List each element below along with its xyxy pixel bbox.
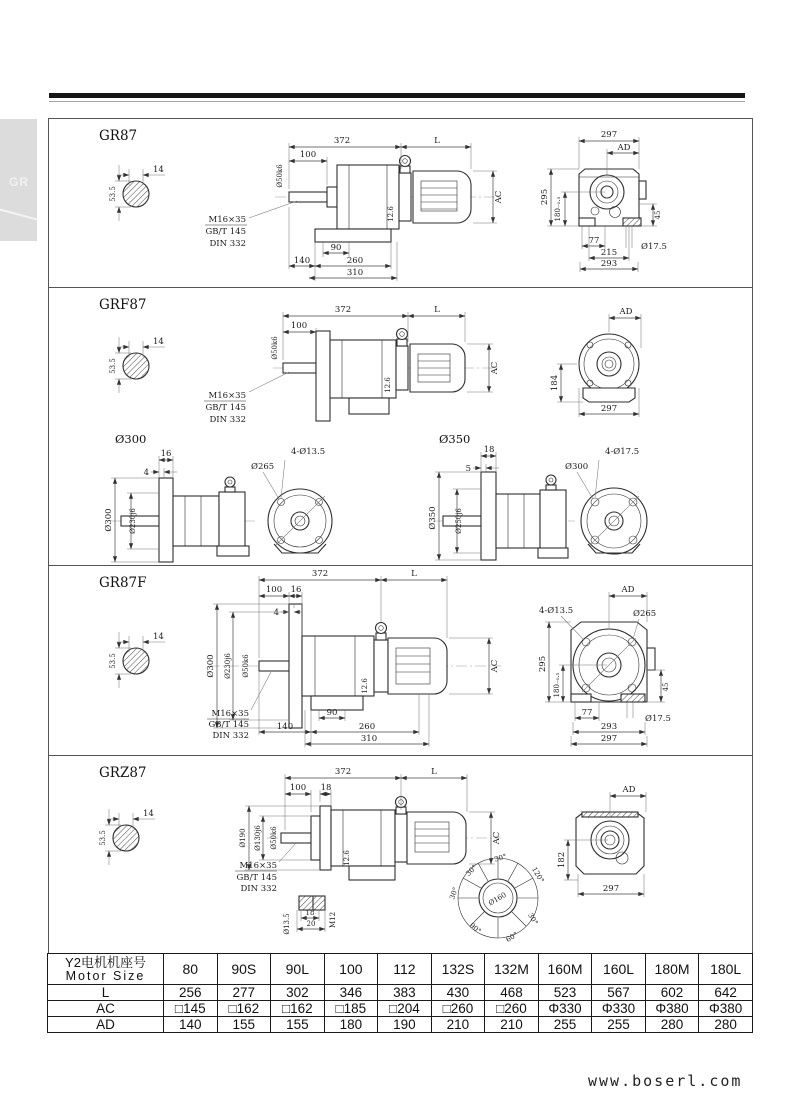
col-header: 80: [164, 954, 218, 985]
gr87-dim-hole: Ø17.5: [641, 242, 667, 252]
grz87-side-view: [235, 767, 502, 894]
gr87f-dim-shaft-width: 14: [153, 632, 164, 642]
table-cell: 346: [324, 985, 378, 1001]
gr87f-dim-45: 45: [662, 682, 670, 692]
gr87-dim-372: 372: [333, 136, 351, 146]
gr87-dim-297: 297: [600, 130, 618, 140]
table-cell: 256: [164, 985, 218, 1001]
grz87-thread-label: M16×35: [239, 861, 277, 871]
grf87-thread-label: M16×35: [208, 391, 246, 401]
grf87-dim-184: 184: [550, 374, 560, 392]
grz87-angle-30-right: 30°: [526, 911, 540, 927]
gr87-std1-label: GB/T 145: [205, 227, 246, 237]
fl300-dim-4: 4: [143, 468, 149, 478]
grf87-side-view: [204, 305, 501, 425]
fl350-dim-out: Ø350: [428, 506, 438, 530]
gr-tab-label: GR: [9, 175, 29, 189]
gr87f-std1-label: GB/T 145: [208, 720, 249, 730]
table-cell: □162: [271, 1001, 325, 1017]
gr87-shaft-section: [109, 165, 165, 221]
grz87-dim-100: 100: [289, 783, 307, 793]
table-cell: 255: [538, 1017, 592, 1033]
grf87-dim-key: 12.6: [384, 377, 392, 393]
gr87f-dim-AD: AD: [621, 585, 635, 595]
table-cell: 155: [271, 1017, 325, 1033]
section-grz87: [49, 755, 752, 953]
gr87-dim-215: 215: [600, 248, 618, 258]
fl300-dim-holes: 4-Ø13.5: [291, 447, 326, 457]
table-cell: □260: [485, 1001, 539, 1017]
fl350-dim-5: 5: [465, 464, 471, 474]
gr87-title: GR87: [99, 128, 138, 144]
dimension-table: [47, 953, 753, 1033]
gr87f-dim-hole: Ø17.5: [645, 714, 671, 724]
gr87-dim-100: 100: [299, 150, 317, 160]
fl300-dim-out: Ø300: [104, 508, 114, 532]
fl350-dim-bolt-circle: Ø300: [565, 462, 589, 472]
gr87f-dim-77: 77: [581, 708, 593, 718]
motor-size-header: [48, 954, 164, 985]
gr87-dim-key: 12.6: [387, 206, 395, 222]
motor-size-zh: Y2电机机座号: [65, 954, 146, 970]
gr87f-dim-AC: AC: [490, 659, 500, 673]
gr87f-dim-297: 297: [600, 734, 618, 744]
fl350-dim-holes: 4-Ø17.5: [605, 447, 640, 457]
grz87-angle-90: 90°: [467, 921, 483, 936]
gr87f-dim-140: 140: [276, 722, 294, 732]
col-header: 180M: [645, 954, 699, 985]
grf87-dim-shaft-width: 14: [153, 337, 164, 347]
grf87-std2-label: DIN 332: [209, 415, 246, 425]
grz87-dim-key: 12.6: [343, 850, 351, 866]
gr87f-dim-90: 90: [326, 708, 338, 718]
table-cell: Φ380: [645, 1001, 699, 1017]
col-header: 132M: [485, 954, 539, 985]
gr87f-dim-shaft-dia: Ø50k6: [242, 654, 250, 678]
gr87-dim-77: 77: [588, 236, 600, 246]
table-row-L: [48, 985, 753, 1001]
grz87-bolt-circle: [448, 853, 545, 944]
grz87-det-m12: M12: [329, 911, 337, 929]
gr87f-dim-293: 293: [600, 722, 618, 732]
table-cell: 430: [431, 985, 485, 1001]
gr87-dim-AD: AD: [617, 143, 631, 153]
grz87-det-18: 18: [305, 909, 315, 917]
table-cell: 140: [164, 1017, 218, 1033]
table-row-AC: [48, 1001, 753, 1017]
gr87-dim-140: 140: [293, 256, 311, 266]
gr87-dim-shaft-width: 14: [153, 165, 164, 175]
table-cell: 210: [431, 1017, 485, 1033]
gr87f-dim-dia-out: Ø300: [206, 654, 216, 678]
gr87-dim-295: 295: [540, 188, 550, 206]
top-rule: [49, 93, 745, 98]
table-cell: 302: [271, 985, 325, 1001]
grz87-dim-130: Ø130j6: [254, 825, 262, 851]
gr87f-dim-shaft-height: 53.5: [109, 653, 117, 669]
col-header: 160M: [538, 954, 592, 985]
gr87-dim-shaft-height: 53.5: [109, 186, 117, 202]
gr87-dim-310: 310: [346, 268, 364, 278]
gr87f-thread-label: M16×35: [211, 709, 249, 719]
gr87f-dim-L: L: [411, 569, 417, 579]
gr87f-std2-label: DIN 332: [212, 731, 249, 741]
section-gr87: [49, 119, 752, 287]
table-cell: 383: [378, 985, 432, 1001]
section-grf87: [49, 287, 752, 565]
gr87f-dim-16: 16: [290, 585, 302, 595]
grf87-dim-100: 100: [290, 321, 308, 331]
table-cell: 280: [699, 1017, 753, 1033]
table-cell: 277: [217, 985, 271, 1001]
gr87f-dim-spigot: Ø230j6: [224, 653, 232, 679]
table-cell: □204: [378, 1001, 432, 1017]
table-cell: 190: [378, 1017, 432, 1033]
col-header: 180L: [699, 954, 753, 985]
fl300-dim-spigot: Ø230j6: [129, 508, 137, 534]
table-cell: 642: [699, 985, 753, 1001]
row-label: L: [48, 985, 164, 1001]
grz87-angle-30-left: 30°: [448, 886, 461, 901]
motor-size-en: Motor Size: [65, 968, 146, 983]
grz87-bc-dia: Ø160: [487, 890, 508, 908]
grf87-dim-297: 297: [600, 404, 618, 414]
gr87f-dim-260: 260: [358, 722, 376, 732]
gr87-dim-293: 293: [600, 259, 618, 269]
table-cell: □185: [324, 1001, 378, 1017]
gr87-dim-180: 180₋₀.₅: [554, 196, 562, 222]
grz87-det-dia: Ø13.5: [283, 913, 291, 935]
gr-page-tab: [0, 119, 37, 241]
grf87-std1-label: GB/T 145: [205, 403, 246, 413]
table-cell: 468: [485, 985, 539, 1001]
grz87-shaft-section: [99, 809, 155, 865]
table-cell: 155: [217, 1017, 271, 1033]
grf87-drawing: [49, 288, 752, 565]
fl350-dim-spigot: Ø250j6: [455, 508, 463, 534]
grf87-dim-372: 372: [334, 305, 352, 315]
fl300-dim-bolt-circle: Ø265: [251, 462, 275, 472]
table-cell: 255: [592, 1017, 646, 1033]
col-header: 100: [324, 954, 378, 985]
gr87f-title: GR87F: [99, 575, 147, 591]
grz87-drawing: [49, 756, 752, 953]
col-header: 90L: [271, 954, 325, 985]
gr87f-end-view: [538, 585, 671, 747]
gr87f-dim-holes: 4-Ø13.5: [539, 606, 574, 616]
table-cell: Φ330: [538, 1001, 592, 1017]
gr87-end-view: [540, 130, 667, 272]
gr87-std2-label: DIN 332: [209, 239, 246, 249]
gr87f-dim-100: 100: [265, 585, 283, 595]
grf87-dim-AD: AD: [619, 307, 633, 317]
gr87f-dim-180: 180₋₀.₅: [553, 672, 561, 698]
table-row-AD: [48, 1017, 753, 1033]
grz87-dim-190: Ø190: [239, 828, 247, 848]
grz87-dim-shaft-width: 14: [143, 809, 154, 819]
table-cell: 180: [324, 1017, 378, 1033]
grz87-dim-297: 297: [602, 884, 620, 894]
gr87f-dim-310: 310: [360, 734, 378, 744]
grz87-bushing-detail: [283, 896, 337, 935]
flange-350-title: Ø350: [439, 432, 471, 446]
grz87-angle-60: 60°: [504, 930, 520, 944]
gr87-dim-AC: AC: [494, 190, 504, 204]
gr87f-dim-295: 295: [538, 655, 548, 673]
flange-300-title: Ø300: [115, 432, 147, 446]
gr87-side-view: [205, 136, 504, 281]
gr87f-dim-key: 12.6: [361, 678, 369, 694]
table-cell: Φ330: [592, 1001, 646, 1017]
grf87-dim-shaft-dia: Ø50k6: [271, 336, 279, 360]
section-gr87f: [49, 565, 752, 755]
flange-350-group: [427, 432, 647, 560]
grz87-dim-18: 18: [320, 783, 332, 793]
grf87-dim-L: L: [434, 305, 440, 315]
grz87-std2-label: DIN 332: [240, 884, 277, 894]
gr87f-dim-4: 4: [273, 608, 279, 618]
grf87-dim-shaft-height: 53.5: [109, 358, 117, 374]
table-cell: 602: [645, 985, 699, 1001]
flange-300-group: [103, 432, 332, 562]
gr87f-dim-bolt-circle: Ø265: [633, 609, 657, 619]
grz87-angle-120: 120°: [530, 865, 546, 885]
grz87-std1-label: GB/T 145: [236, 873, 277, 883]
grz87-dim-372: 372: [334, 767, 352, 777]
tab-artifact-line: [0, 207, 37, 225]
col-header: 90S: [217, 954, 271, 985]
grf87-title: GRF87: [99, 297, 147, 313]
footer-url: www.boserl.com: [588, 1072, 743, 1090]
table-cell: 210: [485, 1017, 539, 1033]
grz87-title: GRZ87: [99, 765, 147, 781]
row-label: AD: [48, 1017, 164, 1033]
table-cell: □162: [217, 1001, 271, 1017]
fl300-dim-16: 16: [160, 449, 172, 459]
grz87-angle-30-upleft: 30°: [464, 863, 479, 878]
col-header: 112: [378, 954, 432, 985]
gr87-dim-45: 45: [654, 210, 662, 220]
gr87-dim-90: 90: [330, 243, 342, 253]
grz87-dim-L: L: [431, 767, 437, 777]
gr87f-side-view: [205, 569, 501, 747]
grz87-dim-182: 182: [557, 851, 567, 869]
grf87-shaft-section: [109, 337, 165, 393]
gr87f-drawing: [49, 566, 752, 755]
table-cell: Φ380: [699, 1001, 753, 1017]
col-header: 132S: [431, 954, 485, 985]
table-header-row: [48, 954, 753, 985]
top-rule-shadow: [49, 101, 745, 102]
gr87-dim-L: L: [434, 136, 440, 146]
fl350-dim-18: 18: [483, 445, 495, 455]
gr87-drawing: [49, 119, 752, 287]
gr87-thread-label: M16×35: [208, 215, 246, 225]
table-cell: 523: [538, 985, 592, 1001]
gr87-dim-shaft-dia: Ø50k6: [276, 164, 284, 188]
table-cell: 567: [592, 985, 646, 1001]
grz87-end-view: [557, 785, 646, 897]
grz87-dim-shaft-height: 53.5: [99, 830, 107, 846]
grz87-det-20: 20: [306, 920, 316, 928]
gr87f-shaft-section: [109, 632, 165, 688]
grz87-dim-shaft-dia: Ø50k6: [270, 826, 278, 850]
grf87-dim-AC: AC: [490, 361, 500, 375]
gr87f-dim-372: 372: [311, 569, 329, 579]
grz87-angle-30-top: 30°: [493, 852, 508, 864]
table-cell: □260: [431, 1001, 485, 1017]
grz87-dim-AD: AD: [622, 785, 636, 795]
table-cell: □145: [164, 1001, 218, 1017]
drawing-frame: [48, 118, 753, 955]
row-label: AC: [48, 1001, 164, 1017]
grz87-dim-AC: AC: [492, 831, 502, 845]
table-cell: 280: [645, 1017, 699, 1033]
col-header: 160L: [592, 954, 646, 985]
gr87-dim-260: 260: [346, 256, 364, 266]
grf87-end-view: [550, 307, 641, 417]
